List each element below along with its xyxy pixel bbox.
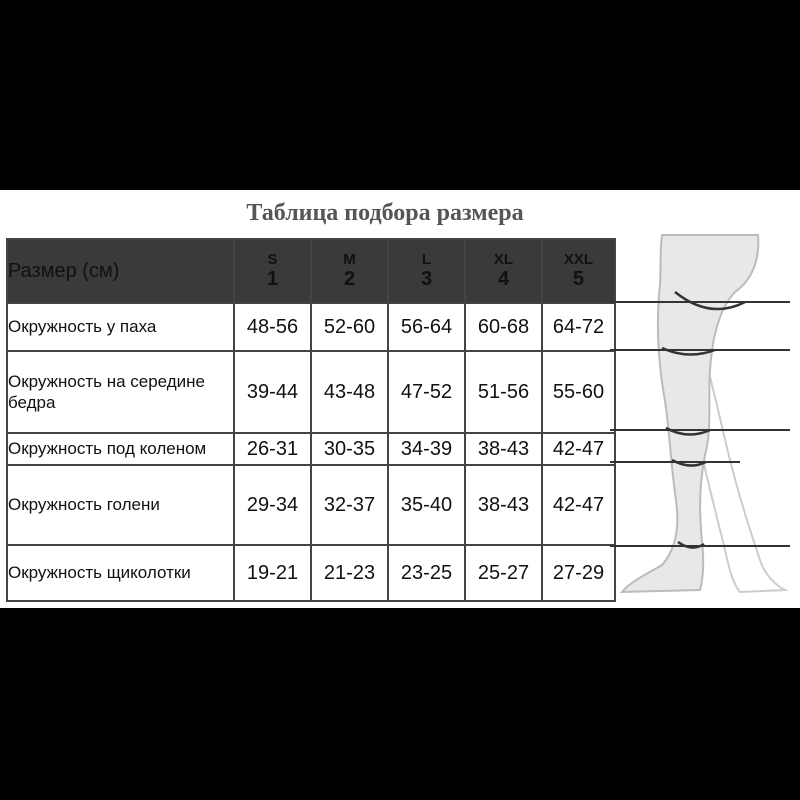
table-cell: 25-27 bbox=[465, 545, 542, 601]
table-cell: 26-31 bbox=[234, 433, 311, 465]
table-cell: 47-52 bbox=[388, 351, 465, 433]
size-col-m bbox=[311, 239, 388, 303]
table-row bbox=[7, 465, 615, 545]
table-cell: 21-23 bbox=[311, 545, 388, 601]
table-cell: 52-60 bbox=[311, 303, 388, 351]
size-letter: XL bbox=[493, 250, 514, 268]
table-row bbox=[7, 303, 615, 351]
legs-illustration bbox=[600, 230, 800, 605]
table-cell: 38-43 bbox=[465, 433, 542, 465]
page-title: Таблица подбора размера bbox=[246, 200, 524, 226]
table-cell: 34-39 bbox=[388, 433, 465, 465]
table-cell: 23-25 bbox=[388, 545, 465, 601]
row-label: Окружность у паха bbox=[7, 303, 234, 351]
row-label: Окружность щиколотки bbox=[7, 545, 234, 601]
size-col-s bbox=[234, 239, 311, 303]
size-letter: M bbox=[343, 250, 356, 268]
table-cell: 39-44 bbox=[234, 351, 311, 433]
table-row bbox=[7, 351, 615, 433]
size-number: 5 bbox=[572, 268, 585, 291]
row-label: Окружность на серединe бедра bbox=[7, 351, 234, 433]
size-col-l bbox=[388, 239, 465, 303]
table-cell: 42-47 bbox=[542, 433, 615, 465]
size-number: 3 bbox=[420, 268, 433, 291]
size-number: 1 bbox=[266, 268, 279, 291]
table-cell: 29-34 bbox=[234, 465, 311, 545]
table-cell: 56-64 bbox=[388, 303, 465, 351]
table-cell: 42-47 bbox=[542, 465, 615, 545]
size-letter: XXL bbox=[563, 250, 594, 268]
table-cell: 48-56 bbox=[234, 303, 311, 351]
header-row bbox=[7, 239, 615, 303]
table-cell: 64-72 bbox=[542, 303, 615, 351]
size-letter: L bbox=[421, 250, 432, 268]
table-cell: 27-29 bbox=[542, 545, 615, 601]
table-cell: 32-37 bbox=[311, 465, 388, 545]
table-cell: 60-68 bbox=[465, 303, 542, 351]
size-col-xl bbox=[465, 239, 542, 303]
size-header-label: Размер (см) bbox=[7, 239, 234, 303]
size-letter: S bbox=[267, 250, 278, 268]
size-number: 4 bbox=[497, 268, 510, 291]
row-label: Окружность под коленом bbox=[7, 433, 234, 465]
table-cell: 38-43 bbox=[465, 465, 542, 545]
table-cell: 30-35 bbox=[311, 433, 388, 465]
size-table bbox=[6, 238, 616, 602]
table-cell: 19-21 bbox=[234, 545, 311, 601]
table-cell: 51-56 bbox=[465, 351, 542, 433]
table-cell: 55-60 bbox=[542, 351, 615, 433]
table-row bbox=[7, 545, 615, 601]
table-cell: 43-48 bbox=[311, 351, 388, 433]
size-number: 2 bbox=[343, 268, 356, 291]
row-label: Окружность голени bbox=[7, 465, 234, 545]
front-leg bbox=[622, 235, 758, 592]
table-cell: 35-40 bbox=[388, 465, 465, 545]
table-row bbox=[7, 433, 615, 465]
